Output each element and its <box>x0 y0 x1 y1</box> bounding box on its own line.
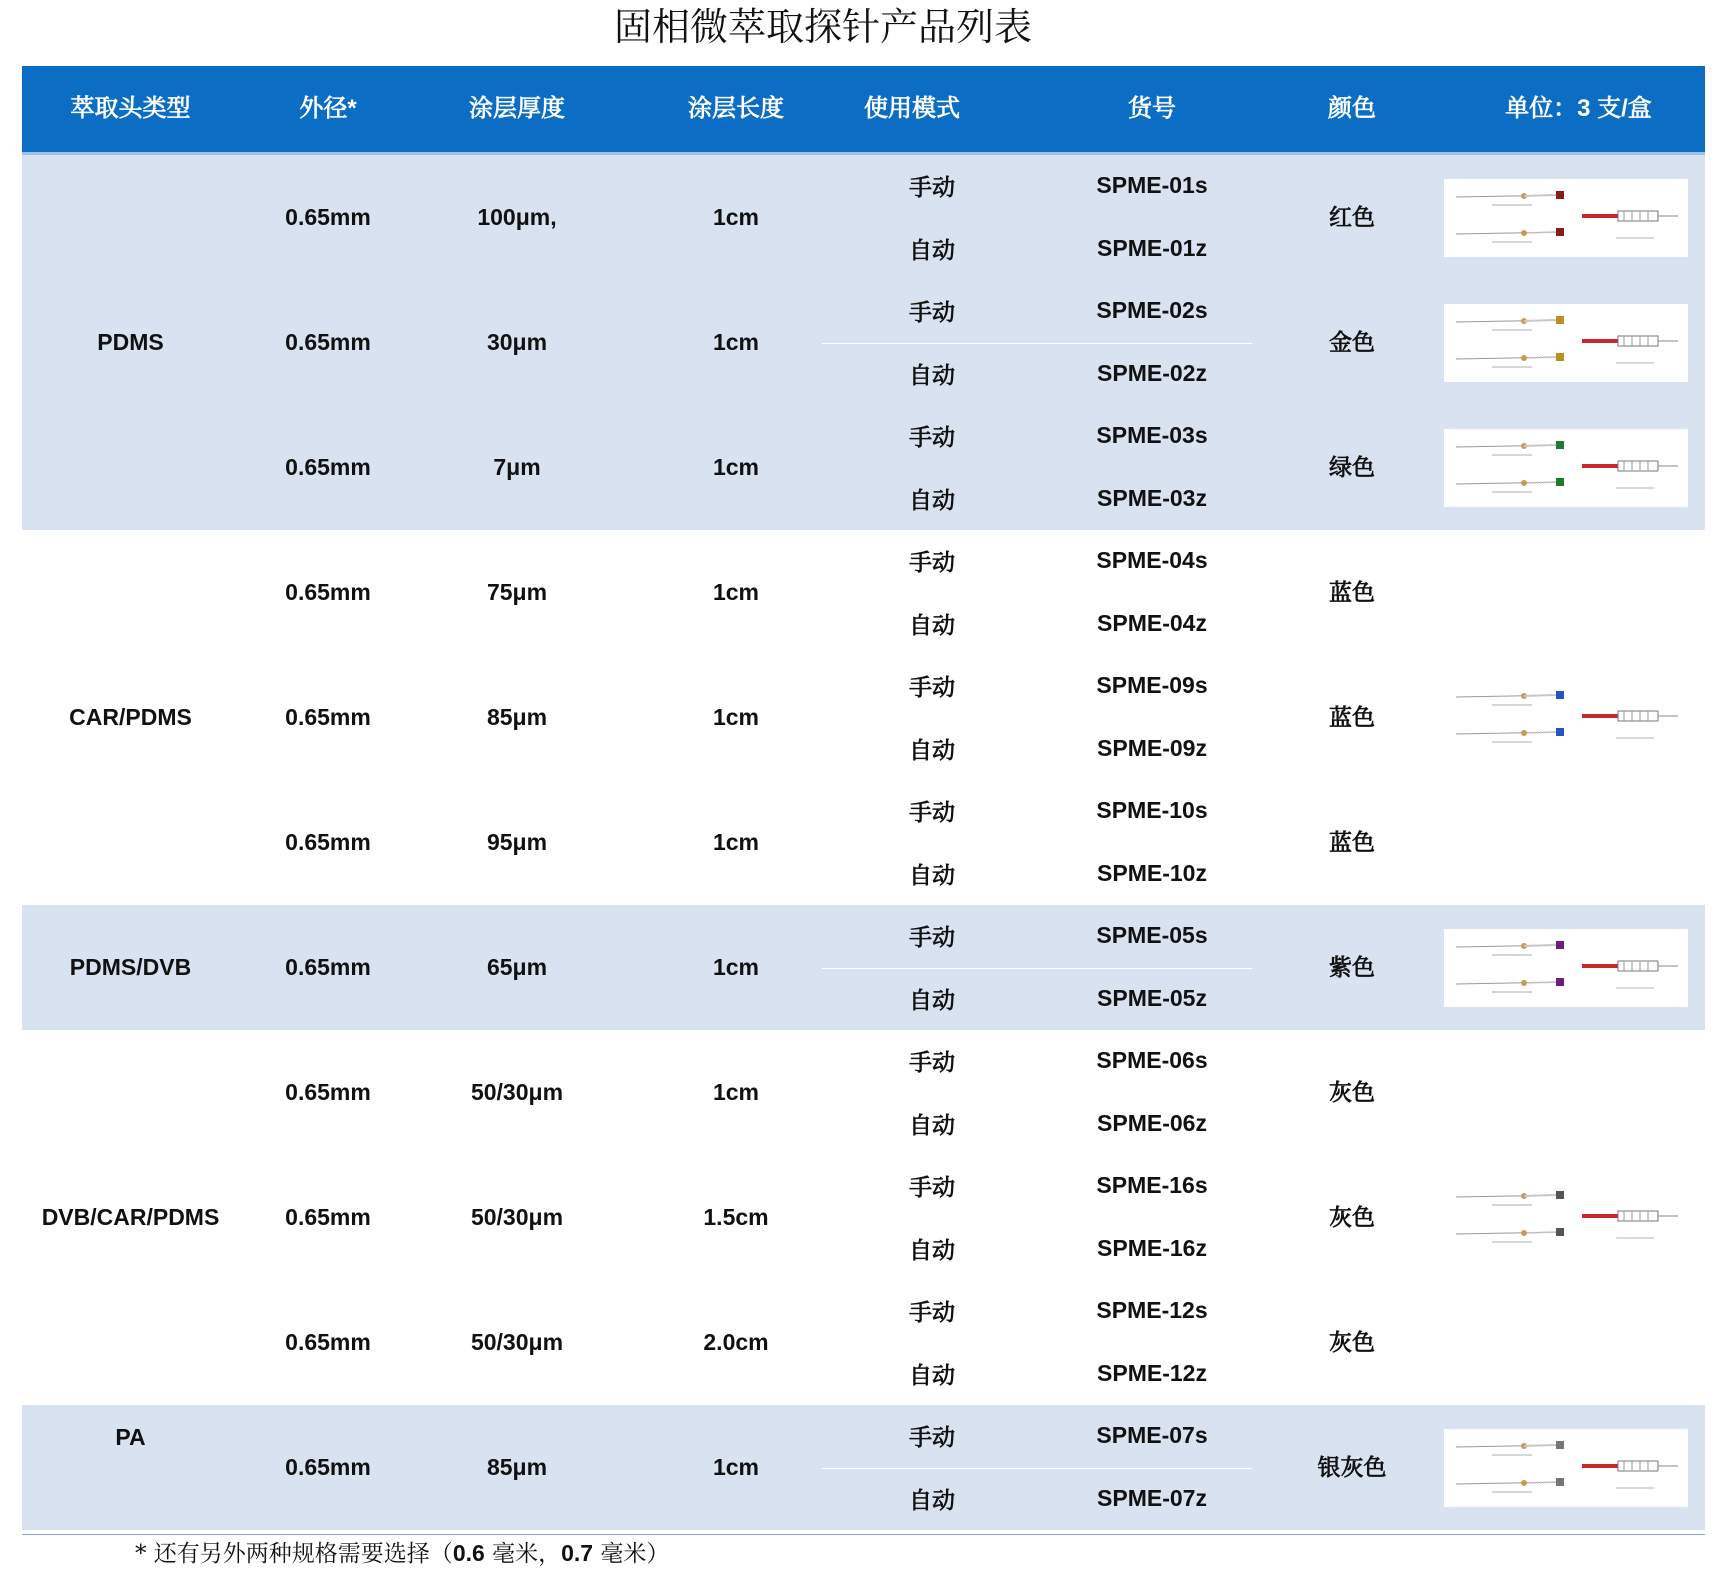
product-code: SPME-05s <box>1096 922 1208 948</box>
usage-mode: 自动 <box>909 987 955 1013</box>
probe-image <box>1444 429 1688 507</box>
header-extraction-type: 萃取头类型 <box>70 95 191 122</box>
product-code: SPME-03z <box>1097 485 1207 511</box>
probe-image <box>1444 1429 1688 1507</box>
outer-diameter: 0.65mm <box>285 1454 371 1480</box>
outer-diameter: 0.65mm <box>285 329 371 355</box>
usage-mode: 自动 <box>909 362 955 388</box>
product-code: SPME-05z <box>1097 985 1207 1011</box>
row-separator <box>822 343 1252 344</box>
product-code: SPME-01s <box>1096 172 1208 198</box>
color-name: 蓝色 <box>1329 829 1375 855</box>
coating-length: 1cm <box>712 954 760 980</box>
product-code: SPME-12s <box>1096 1297 1208 1323</box>
probe-image <box>1444 679 1688 757</box>
product-group <box>22 530 1705 905</box>
usage-mode: 手动 <box>909 424 955 450</box>
color-name: 蓝色 <box>1329 579 1375 605</box>
coating-length: 1cm <box>712 829 760 855</box>
product-code: SPME-16s <box>1096 1172 1208 1198</box>
usage-mode: 自动 <box>909 1112 955 1138</box>
coating-thickness: 85μm <box>486 1454 548 1480</box>
usage-mode: 自动 <box>909 1362 955 1388</box>
product-code: SPME-06z <box>1097 1110 1207 1136</box>
product-code: SPME-10s <box>1096 797 1208 823</box>
product-table <box>22 66 1705 1513</box>
coating-thickness: 85μm <box>486 704 548 730</box>
coating-thickness: 95μm <box>486 829 548 855</box>
product-code: SPME-07z <box>1097 1485 1207 1511</box>
extraction-type: PA <box>115 1424 146 1450</box>
header-coating-thickness: 涂层厚度 <box>469 95 565 122</box>
product-group <box>22 1030 1705 1405</box>
header-outer-diameter: 外径* <box>299 95 357 122</box>
product-code: SPME-09s <box>1096 672 1208 698</box>
color-name: 灰色 <box>1329 1204 1375 1230</box>
header-coating-length: 涂层长度 <box>688 95 784 122</box>
color-name: 金色 <box>1329 329 1375 355</box>
header-unit: 单位：3 支/盒 <box>1505 95 1652 122</box>
color-name: 灰色 <box>1329 1329 1375 1355</box>
product-code: SPME-07s <box>1096 1422 1208 1448</box>
outer-diameter: 0.65mm <box>285 454 371 480</box>
row-separator <box>822 1468 1252 1469</box>
product-code: SPME-01z <box>1097 235 1207 261</box>
row-separator <box>822 968 1252 969</box>
outer-diameter: 0.65mm <box>285 1329 371 1355</box>
product-code: SPME-16z <box>1097 1235 1207 1261</box>
extraction-type: CAR/PDMS <box>69 704 192 730</box>
header-usage-mode: 使用模式 <box>864 95 960 122</box>
coating-length: 1cm <box>712 329 760 355</box>
outer-diameter: 0.65mm <box>285 1079 371 1105</box>
footnote: * 还有另外两种规格需要选择（0.6 毫米，0.7 毫米） <box>135 1540 670 1567</box>
usage-mode: 自动 <box>909 737 955 763</box>
outer-diameter: 0.65mm <box>285 704 371 730</box>
usage-mode: 自动 <box>909 612 955 638</box>
color-name: 蓝色 <box>1329 704 1375 730</box>
usage-mode: 自动 <box>909 1487 955 1513</box>
coating-length: 1cm <box>712 1454 760 1480</box>
product-code: SPME-09z <box>1097 735 1207 761</box>
product-code: SPME-02s <box>1096 297 1208 323</box>
probe-image <box>1444 179 1688 257</box>
outer-diameter: 0.65mm <box>285 829 371 855</box>
coating-thickness: 100μm, <box>477 204 557 230</box>
table-header <box>22 66 1705 155</box>
color-name: 紫色 <box>1329 954 1375 980</box>
usage-mode: 自动 <box>909 237 955 263</box>
product-code: SPME-06s <box>1096 1047 1208 1073</box>
usage-mode: 手动 <box>909 549 955 575</box>
usage-mode: 手动 <box>909 1424 955 1450</box>
usage-mode: 手动 <box>909 799 955 825</box>
coating-thickness: 75μm <box>486 579 548 605</box>
product-code: SPME-10z <box>1097 860 1207 886</box>
coating-thickness: 50/30μm <box>470 1329 564 1355</box>
outer-diameter: 0.65mm <box>285 204 371 230</box>
usage-mode: 手动 <box>909 1299 955 1325</box>
extraction-type: PDMS <box>97 329 164 355</box>
probe-image <box>1444 304 1688 382</box>
page-title: 固相微萃取探针产品列表 <box>613 5 1032 49</box>
extraction-type: PDMS/DVB <box>69 954 192 980</box>
coating-thickness: 50/30μm <box>470 1079 564 1105</box>
usage-mode: 自动 <box>909 862 955 888</box>
product-group <box>22 905 1705 1030</box>
product-group <box>22 155 1705 530</box>
coating-thickness: 65μm <box>486 954 548 980</box>
product-code: SPME-02z <box>1097 360 1207 386</box>
product-group <box>22 1405 1705 1530</box>
usage-mode: 手动 <box>909 174 955 200</box>
header-color: 颜色 <box>1328 95 1376 122</box>
outer-diameter: 0.65mm <box>285 579 371 605</box>
coating-thickness: 50/30μm <box>470 1204 564 1230</box>
product-code: SPME-04z <box>1097 610 1207 636</box>
probe-image <box>1444 1179 1688 1257</box>
coating-length: 1cm <box>712 204 760 230</box>
coating-length: 1cm <box>712 579 760 605</box>
outer-diameter: 0.65mm <box>285 1204 371 1230</box>
probe-image <box>1444 929 1688 1007</box>
coating-length: 1.5cm <box>703 1204 769 1230</box>
product-code: SPME-04s <box>1096 547 1208 573</box>
coating-length: 1cm <box>712 1079 760 1105</box>
usage-mode: 自动 <box>909 487 955 513</box>
color-name: 灰色 <box>1329 1079 1375 1105</box>
usage-mode: 手动 <box>909 1049 955 1075</box>
color-name: 红色 <box>1329 204 1375 230</box>
header-product-code: 货号 <box>1128 95 1176 122</box>
product-code: SPME-12z <box>1097 1360 1207 1386</box>
usage-mode: 自动 <box>909 1237 955 1263</box>
extraction-type: DVB/CAR/PDMS <box>41 1204 220 1230</box>
usage-mode: 手动 <box>909 674 955 700</box>
table-bottom-border <box>22 1534 1705 1535</box>
coating-length: 2.0cm <box>703 1329 769 1355</box>
outer-diameter: 0.65mm <box>285 954 371 980</box>
usage-mode: 手动 <box>909 1174 955 1200</box>
color-name: 绿色 <box>1329 454 1375 480</box>
usage-mode: 手动 <box>909 299 955 325</box>
coating-length: 1cm <box>712 704 760 730</box>
coating-thickness: 30μm <box>486 329 548 355</box>
coating-length: 1cm <box>712 454 760 480</box>
product-code: SPME-03s <box>1096 422 1208 448</box>
coating-thickness: 7μm <box>493 454 541 480</box>
usage-mode: 手动 <box>909 924 955 950</box>
color-name: 银灰色 <box>1317 1454 1387 1480</box>
